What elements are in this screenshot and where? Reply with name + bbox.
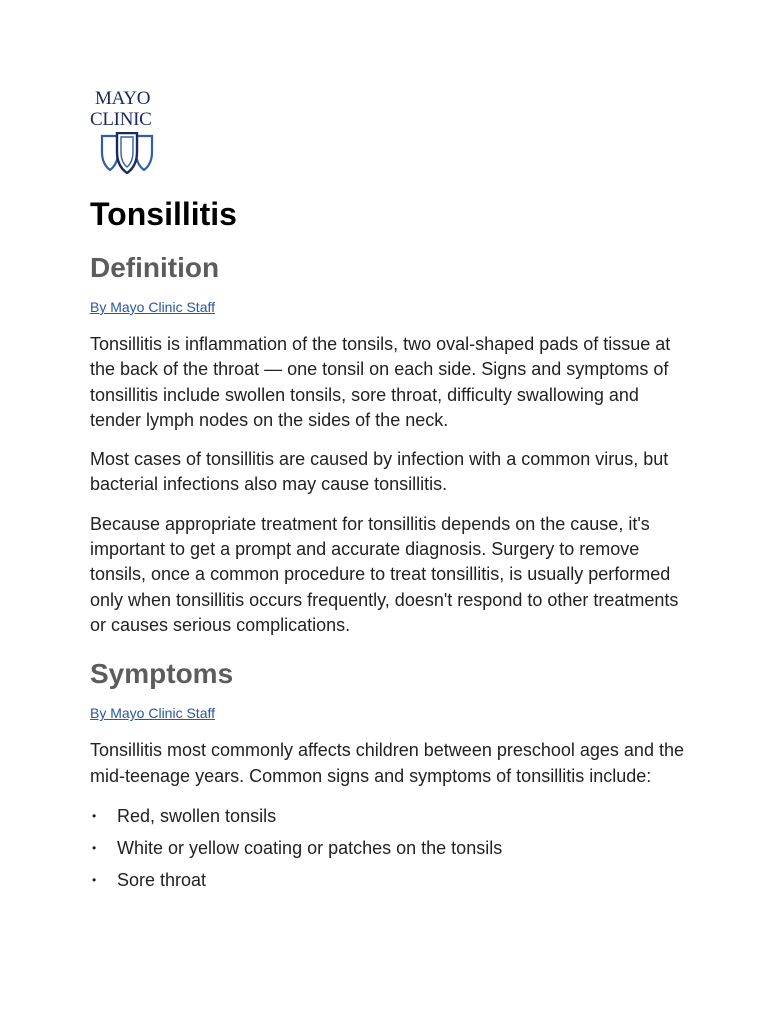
definition-paragraph-3: Because appropriate treatment for tonsillitis depends on the cause, it's important to get a prompt and accurate diagnosis. Surgery to remove tonsils, once a common procedure to treat tonsillitis, is usually performed only when tonsillitis occurs frequently, doesn't respond to other treatments or causes serious complications. bbox=[90, 513, 679, 635]
list-item bbox=[90, 869, 690, 891]
bullet-icon: • bbox=[92, 808, 97, 823]
mayo-clinic-logo[interactable] bbox=[90, 88, 170, 178]
symptoms-heading: Symptoms bbox=[90, 658, 234, 690]
list-item-text: Red, swollen tonsils bbox=[117, 805, 277, 826]
bullet-icon: • bbox=[92, 872, 97, 887]
definition-heading: Definition bbox=[90, 252, 220, 283]
mayo-three-shields-icon bbox=[100, 132, 154, 179]
definition-paragraph-2: Most cases of tonsillitis are caused by infection with a common virus, but bacterial infections also may cause tonsillitis. bbox=[90, 449, 669, 495]
list-item bbox=[90, 805, 690, 827]
bullet-icon: • bbox=[92, 840, 97, 855]
symptoms-byline-link[interactable]: By Mayo Clinic Staff bbox=[90, 705, 216, 722]
definition-byline-link[interactable]: By Mayo Clinic Staff bbox=[90, 299, 216, 315]
list-item-text: Sore throat bbox=[117, 869, 207, 890]
logo-text-line2: CLINIC bbox=[90, 109, 152, 130]
logo-text-line1: MAYO bbox=[95, 88, 151, 109]
article bbox=[90, 88, 690, 901]
symptoms-intro: Tonsillitis most commonly affects children between preschool ages and the mid-teenage years. Common signs and symptoms of tonsillitis include: bbox=[90, 740, 684, 786]
definition-paragraph-1: Tonsillitis is inflammation of the tonsils, two oval-shaped pads of tissue at the back of the throat — one tonsil on each side. Signs and symptoms of tonsillitis include swollen tonsils, sore throat, difficulty swallowing and tender lymph nodes on the sides of the neck. bbox=[90, 334, 671, 430]
page-title: Tonsillitis bbox=[90, 196, 237, 232]
list-item bbox=[90, 837, 690, 859]
list-item-text: White or yellow coating or patches on the tonsils bbox=[117, 837, 503, 858]
symptoms-list bbox=[90, 805, 690, 891]
